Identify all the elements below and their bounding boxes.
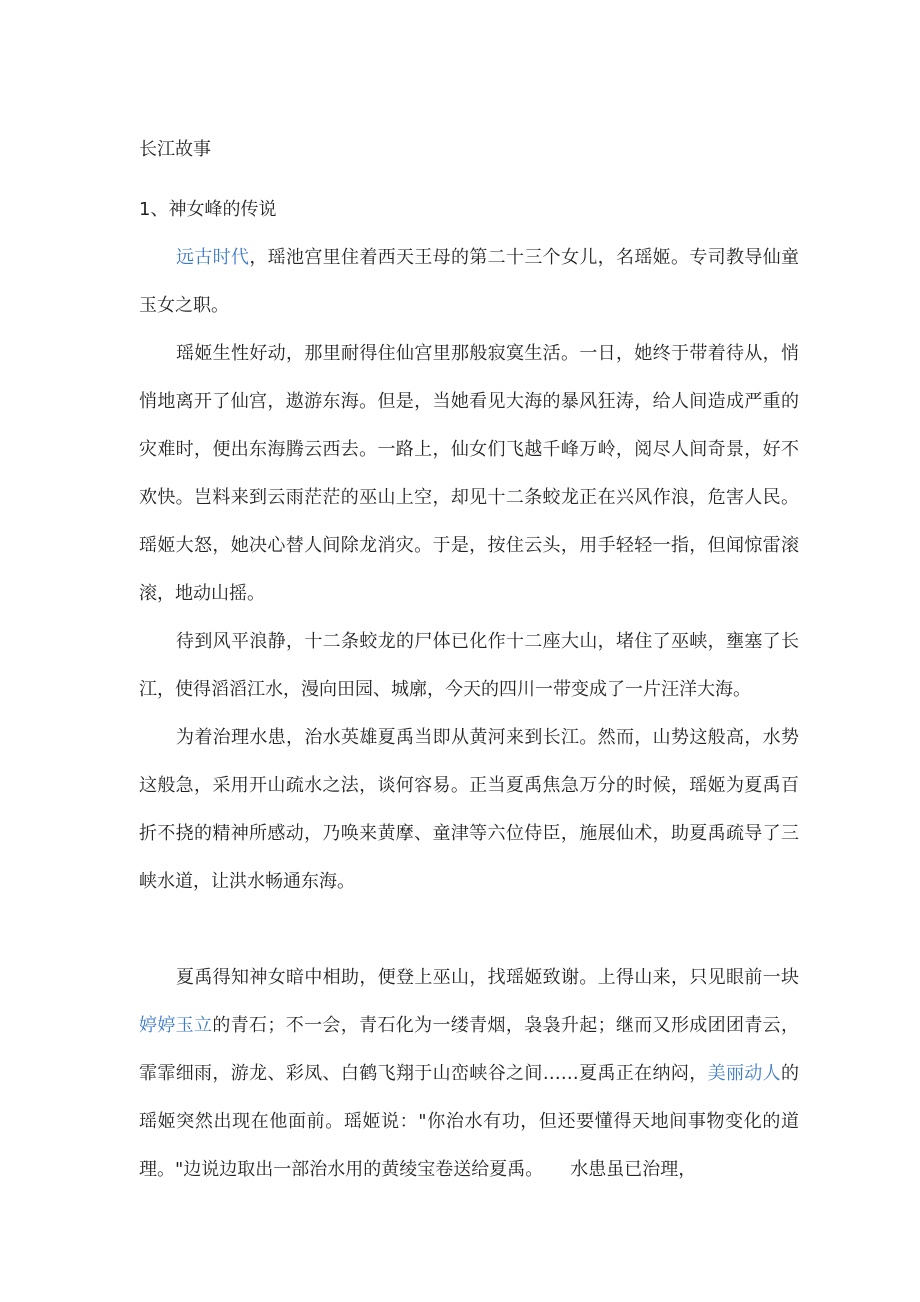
paragraph-5-text-1: 夏禹得知神女暗中相助，便登上巫山，找瑶姬致谢。上得山来，只见眼前一块: [176, 967, 799, 988]
paragraph-5-text-3: 的瑶姬突然出现在他面前。瑶姬说："你治水有功，但还要懂得天地间事物变化的道理。"边说边取出一部治水用的黄绫宝卷送给夏禹。 水患虽已治理，: [139, 1063, 800, 1180]
paragraph-5: [139, 954, 799, 1194]
paragraph-1: [139, 234, 799, 330]
document-title: 长江故事: [139, 139, 211, 160]
paragraph-2: 瑶姬生性好动，那里耐得住仙宫里那般寂寞生活。一日，她终于带着待从，悄悄地离开了仙宫，遨游东海。但是，当她看见大海的暴风狂涛，给人间造成严重的灾难时，便出东海腾云西去。一路上，仙女们飞越千峰万岭，阅尽人间奇景，好不欢快。岂料来到云雨茫茫的巫山上空，却见十二条蛟龙正在兴风作浪，危害人民。瑶姬大怒，她决心替人间除龙消灾。于是，按住云头，用手轻轻一指，但闻惊雷滚滚，地动山摇。: [139, 343, 799, 604]
document-page: [139, 126, 799, 1194]
blank-line: [139, 906, 799, 954]
link-ancient-times[interactable]: 远古时代: [176, 247, 250, 268]
link-beautiful[interactable]: 美丽动人: [707, 1063, 782, 1084]
paragraph-1-text: ，瑶池宫里住着西天王母的第二十三个女儿，名瑶姬。专司教导仙童玉女之职。: [139, 247, 800, 316]
paragraph-4: 为着治理水患，治水英雄夏禹当即从黄河来到长江。然而，山势这般高，水势这般急，采用开山疏水之法，谈何容易。正当夏禹焦急万分的时候，瑶姬为夏禹百折不挠的精神所感动，乃唤来黄摩、童津等六位侍臣，施展仙术，助夏禹疏导了三峡水道，让洪水畅通东海。: [139, 727, 799, 892]
section-heading: 1、神女峰的传说: [139, 199, 277, 220]
paragraph-3: 待到风平浪静，十二条蛟龙的尸体已化作十二座大山，堵住了巫峡，壅塞了长江，使得滔滔江水，漫向田园、城廓，今天的四川一带变成了一片汪洋大海。: [139, 631, 799, 700]
paragraph-5-text-2: 的青石；不一会，青石化为一缕青烟，袅袅升起；继而又形成团团青云，霏霏细雨，游龙、彩凤、白鹤飞翔于山峦峡谷之间……夏禹正在纳闷，: [139, 1015, 800, 1084]
link-graceful[interactable]: 婷婷玉立: [139, 1015, 213, 1036]
